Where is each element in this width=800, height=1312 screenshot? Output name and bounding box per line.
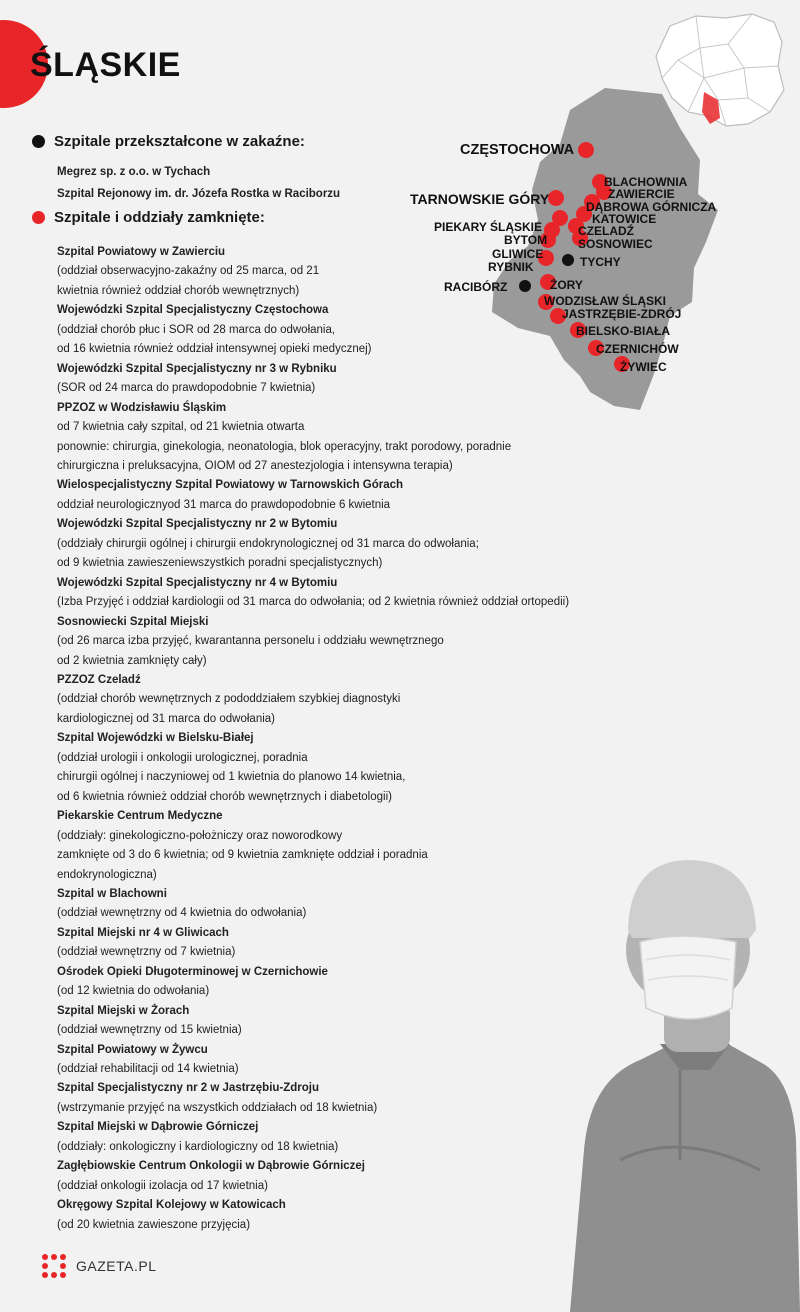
closed-heading-text: Szpitale i oddziały zamknięte:	[54, 209, 265, 226]
hospital-name: Szpital Miejski w Dąbrowie Górniczej	[57, 1121, 259, 1134]
black-bullet-icon	[32, 135, 45, 148]
hospital-detail: (od 20 kwietnia zawieszone przyjęcia)	[57, 1218, 251, 1231]
map-label-jastrzebie-zdroj: JASTRZĘBIE-ZDRÓJ	[562, 307, 682, 321]
hospital-name: Szpital w Blachowni	[57, 887, 167, 900]
hospital-detail: (oddział urologii i onkologii urologicznej, poradnia chirurgii ogólnej i naczyniowej od 1 kwietnia do planowo 14 kwietnia, od 6 kwietnia również oddział chorób wewnętrznych i diabetologii)	[57, 751, 406, 803]
nurse-illustration	[560, 830, 800, 1312]
map-label-bytom: BYTOM	[504, 233, 548, 247]
hospital-name: Wojewódzki Szpital Specjalistyczny nr 4 w Bytomiu	[57, 576, 338, 589]
map-label-dabrowa-gornicza: DĄBROWA GÓRNICZA	[586, 200, 717, 214]
hospital-name: Wielospecjalistyczny Szpital Powiatowy w Tarnowskich Górach	[57, 479, 404, 492]
map-label-gliwice: GLIWICE	[492, 247, 544, 261]
hospital-name: Zagłębiowskie Centrum Onkologii w Dąbrowie Górniczej	[57, 1160, 365, 1173]
list-item	[57, 613, 657, 671]
hospital-name: Szpital Miejski w Żorach	[57, 1004, 190, 1017]
hospital-detail: (wstrzymanie przyjęć na wszystkich oddziałach od 18 kwietnia)	[57, 1101, 378, 1114]
list-item	[57, 729, 657, 807]
list-item: Megrez sp. z o.o. w Tychach	[57, 166, 211, 178]
city-dot-red	[578, 142, 594, 158]
hospital-detail: oddział neurologicznyod 31 marca do prawdopodobnie 6 kwietnia	[57, 498, 391, 511]
page-title: ŚLĄSKIE	[30, 46, 181, 84]
map-label-tarnowskie-gory: TARNOWSKIE GÓRY	[410, 191, 550, 207]
hospital-detail: (SOR od 24 marca do prawdopodobnie 7 kwietnia)	[57, 382, 316, 395]
red-bullet-icon	[32, 211, 45, 224]
hospital-detail: (oddział wewnętrzny od 4 kwietnia do odwołania)	[57, 907, 307, 920]
hospital-name: Wojewódzki Szpital Specjalistyczny Częstochowa	[57, 304, 329, 317]
infected-hospital-list	[57, 161, 340, 205]
map-label-czernichow: CZERNICHÓW	[596, 342, 679, 356]
map-label-czeladz: CZELADŹ	[578, 224, 634, 238]
hospital-detail: (oddział rehabilitacji od 14 kwietnia)	[57, 1063, 239, 1076]
map-label-tychy: TYCHY	[580, 255, 621, 269]
list-item: Szpital Rejonowy im. dr. Józefa Rostka w Raciborzu	[57, 188, 341, 200]
hospital-detail: od 7 kwietnia cały szpital, od 21 kwietnia otwarta ponownie: chirurgia, ginekologia, neonatologia, blok operacyjny, trakt porodowy, poradnie chirurgiczna i preluksacyjna, OIOM od 27 anestezjologia i intensywna terapia)	[57, 421, 512, 472]
hospital-detail: (oddział wewnętrzny od 15 kwietnia)	[57, 1024, 242, 1037]
list-item	[57, 515, 657, 573]
hospital-name: Szpital Miejski nr 4 w Gliwicach	[57, 926, 229, 939]
hospital-name: Szpital Powiatowy w Żywcu	[57, 1043, 208, 1056]
map-label-katowice: KATOWICE	[592, 212, 657, 226]
map-label-zawiercie: ZAWIERCIE	[608, 187, 675, 201]
hospital-detail: (oddziały chirurgii ogólnej i chirurgii endokrynologicznej od 31 marca do odwołania; od 9 kwietnia zawieszeniewszystkich poradni specjalistycznych)	[57, 537, 479, 570]
hospital-detail: (oddział wewnętrzny od 7 kwietnia)	[57, 946, 236, 959]
hospital-name: Piekarskie Centrum Medyczne	[57, 810, 223, 823]
hospital-name: Szpital Specjalistyczny nr 2 w Jastrzębiu-Zdroju	[57, 1082, 320, 1095]
hospital-detail: (Izba Przyjęć i oddział kardiologii od 31 marca do odwołania; od 2 kwietnia również oddział ortopedii)	[57, 596, 570, 609]
map-label-raciborz: RACIBÓRZ	[444, 280, 508, 294]
map-label-zory: ŻORY	[550, 278, 583, 292]
hospital-name: Sosnowiecki Szpital Miejski	[57, 615, 209, 628]
hospital-detail: (oddział chorób płuc i SOR od 28 marca do odwołania, od 16 kwietnia również oddział intensywnej opieki medycznej)	[57, 323, 372, 356]
list-item	[57, 360, 657, 399]
list-item	[57, 476, 657, 515]
hospital-detail: (oddział onkologii izolacja od 17 kwietnia)	[57, 1179, 268, 1192]
closed-section-heading	[32, 209, 265, 226]
list-item	[57, 671, 657, 729]
hospital-detail: (oddział chorób wewnętrznych z pododdziałem szybkiej diagnostyki kardiologicznej od 31 marca do odwołania)	[57, 693, 401, 725]
list-item	[57, 243, 657, 301]
hospital-name: PZZOZ Czeladź	[57, 673, 141, 686]
map-label-blachownia: BLACHOWNIA	[604, 175, 688, 189]
hospital-detail: (oddziały: ginekologiczno-położniczy oraz noworodkowy zamknięte od 3 do 6 kwietnia; od 9 kwietnia zamknięte oddział i poradnia endokrynologiczna)	[57, 829, 428, 881]
infected-section-heading	[32, 133, 305, 150]
hospital-name: Ośrodek Opieki Długoterminowej w Czernichowie	[57, 965, 328, 978]
hospital-detail: (oddziały: onkologiczny i kardiologiczny od 18 kwietnia)	[57, 1140, 339, 1153]
infected-heading-text: Szpitale przekształcone w zakaźne:	[54, 133, 305, 150]
map-label-zywiec: ŻYWIEC	[620, 360, 667, 374]
map-label-bielsko-biala: BIELSKO-BIAŁA	[576, 324, 670, 338]
map-label-czestochowa: CZĘSTOCHOWA	[460, 142, 575, 158]
list-item	[57, 301, 657, 359]
hospital-name: Wojewódzki Szpital Specjalistyczny nr 3 w Rybniku	[57, 362, 337, 375]
gazeta-logo-icon	[40, 1252, 68, 1280]
brand-name: GAZETA.PL	[76, 1258, 157, 1274]
map-label-sosnowiec: SOSNOWIEC	[578, 237, 653, 251]
hospital-name: Okręgowy Szpital Kolejowy w Katowicach	[57, 1199, 286, 1212]
hospital-name: Wojewódzki Szpital Specjalistyczny nr 2 w Bytomiu	[57, 518, 338, 531]
footer	[40, 1252, 156, 1280]
map-label-piekary-slaskie: PIEKARY ŚLĄSKIE	[434, 220, 543, 234]
hospital-detail: (od 12 kwietnia do odwołania)	[57, 985, 210, 998]
hospital-detail: (oddział obserwacyjno-zakaźny od 25 marca, od 21 kwietnia również oddział chorób wewnętrznych)	[57, 265, 320, 297]
map-label-wodzislaw-slaski: WODZISŁAW ŚLĄSKI	[544, 294, 666, 308]
hospital-name: Szpital Powiatowy w Zawierciu	[57, 246, 226, 258]
map-label-rybnik: RYBNIK	[488, 260, 534, 274]
hospital-detail: (od 26 marca izba przyjęć, kwarantanna personelu i oddziału wewnętrznego od 2 kwietnia zamknięty cały)	[57, 635, 444, 667]
hospital-name: Szpital Wojewódzki w Bielsku-Białej	[57, 732, 254, 745]
city-dot-red	[548, 190, 564, 206]
list-item	[57, 399, 657, 477]
list-item	[57, 574, 657, 613]
hospital-name: PPZOZ w Wodzisławiu Śląskim	[57, 401, 227, 414]
